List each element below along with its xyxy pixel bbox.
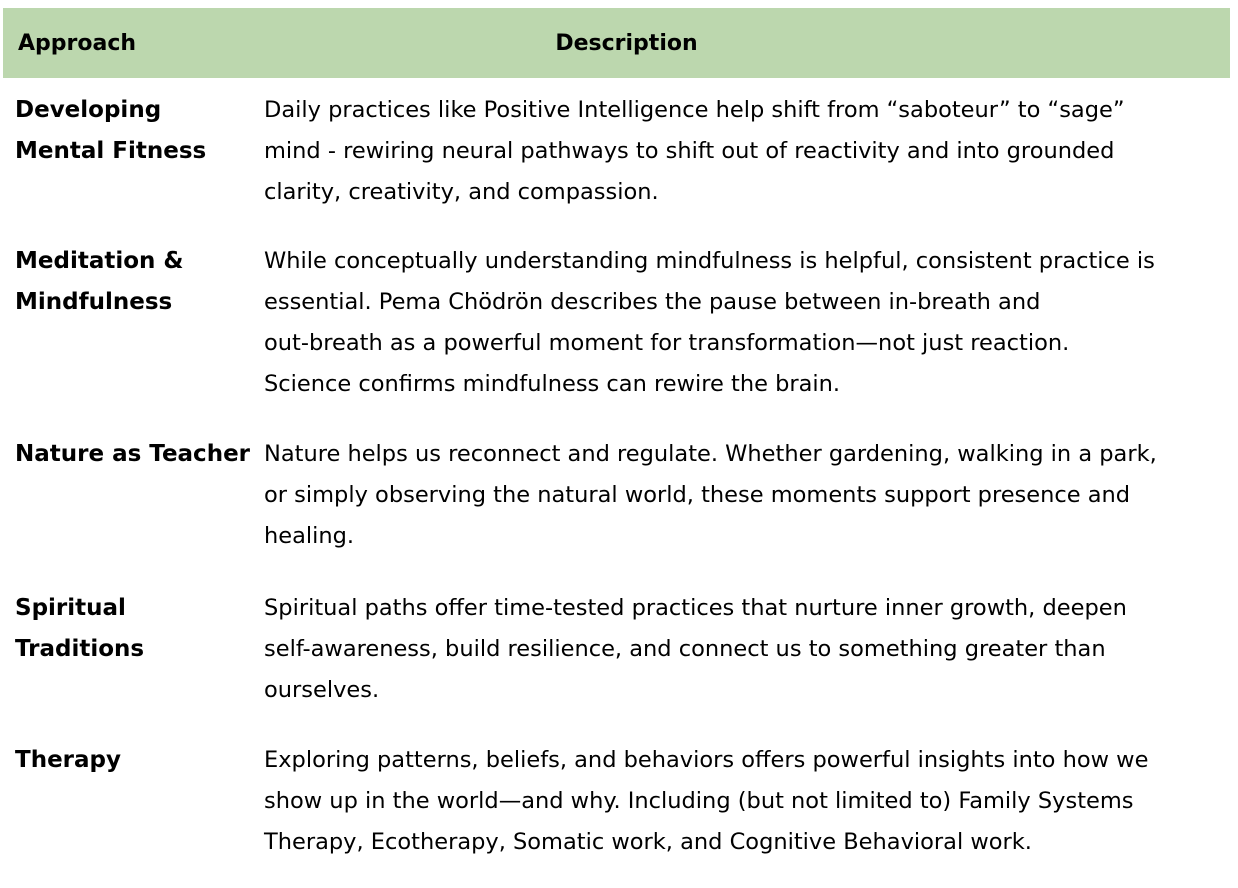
header-approach: Approach xyxy=(18,30,137,56)
approach-line: Developing xyxy=(15,97,162,123)
approach-line: Mental Fitness xyxy=(15,138,207,164)
description-cell xyxy=(264,740,1227,863)
approach-line: Spiritual xyxy=(15,595,126,621)
table-header-row xyxy=(3,8,1230,78)
description-line: While conceptually understanding mindfulness is helpful, consistent practice is xyxy=(264,248,1155,274)
description-cell xyxy=(264,90,1227,213)
description-line: Nature helps us reconnect and regulate. Whether gardening, walking in a park, xyxy=(264,441,1157,467)
description-line: or simply observing the natural world, these moments support presence and xyxy=(264,482,1131,508)
table-row xyxy=(0,434,1227,557)
description-line: Science confirms mindfulness can rewire the brain. xyxy=(264,371,841,397)
description-line: ourselves. xyxy=(264,677,380,703)
description-cell xyxy=(264,434,1227,557)
approach-cell xyxy=(0,90,264,213)
table-row xyxy=(0,90,1227,213)
description-line: show up in the world—and why. Including (but not limited to) Family Systems xyxy=(264,788,1134,814)
description-line: out-breath as a powerful moment for transformation—not just reaction. xyxy=(264,330,1070,356)
table-row xyxy=(0,588,1227,711)
description-line: essential. Pema Chödrön describes the pause between in-breath and xyxy=(264,289,1041,315)
description-line: self-awareness, build resilience, and connect us to something greater than xyxy=(264,636,1106,662)
header-description: Description xyxy=(555,30,698,56)
description-line: Therapy, Ecotherapy, Somatic work, and Cognitive Behavioral work. xyxy=(264,829,1032,855)
approaches-table xyxy=(3,8,1230,78)
table-row xyxy=(0,740,1227,863)
approach-line: Traditions xyxy=(15,636,145,662)
description-line: Spiritual paths offer time-tested practices that nurture inner growth, deepen xyxy=(264,595,1127,621)
table-row xyxy=(0,241,1227,405)
description-line: Daily practices like Positive Intelligence help shift from “saboteur” to “sage” xyxy=(264,97,1125,123)
approach-line: Mindfulness xyxy=(15,289,173,315)
description-line: Exploring patterns, beliefs, and behaviors offers powerful insights into how we xyxy=(264,747,1149,773)
approach-line: Therapy xyxy=(15,747,121,773)
description-line: mind - rewiring neural pathways to shift out of reactivity and into grounded xyxy=(264,138,1115,164)
description-cell xyxy=(264,588,1227,711)
approach-line: Nature as Teacher xyxy=(15,441,251,467)
approach-cell xyxy=(0,434,264,557)
approach-cell xyxy=(0,588,264,711)
description-line: healing. xyxy=(264,523,355,549)
approach-cell xyxy=(0,241,264,405)
approach-line: Meditation & xyxy=(15,248,184,274)
description-line: clarity, creativity, and compassion. xyxy=(264,179,659,205)
description-cell xyxy=(264,241,1227,405)
approach-cell xyxy=(0,740,264,863)
